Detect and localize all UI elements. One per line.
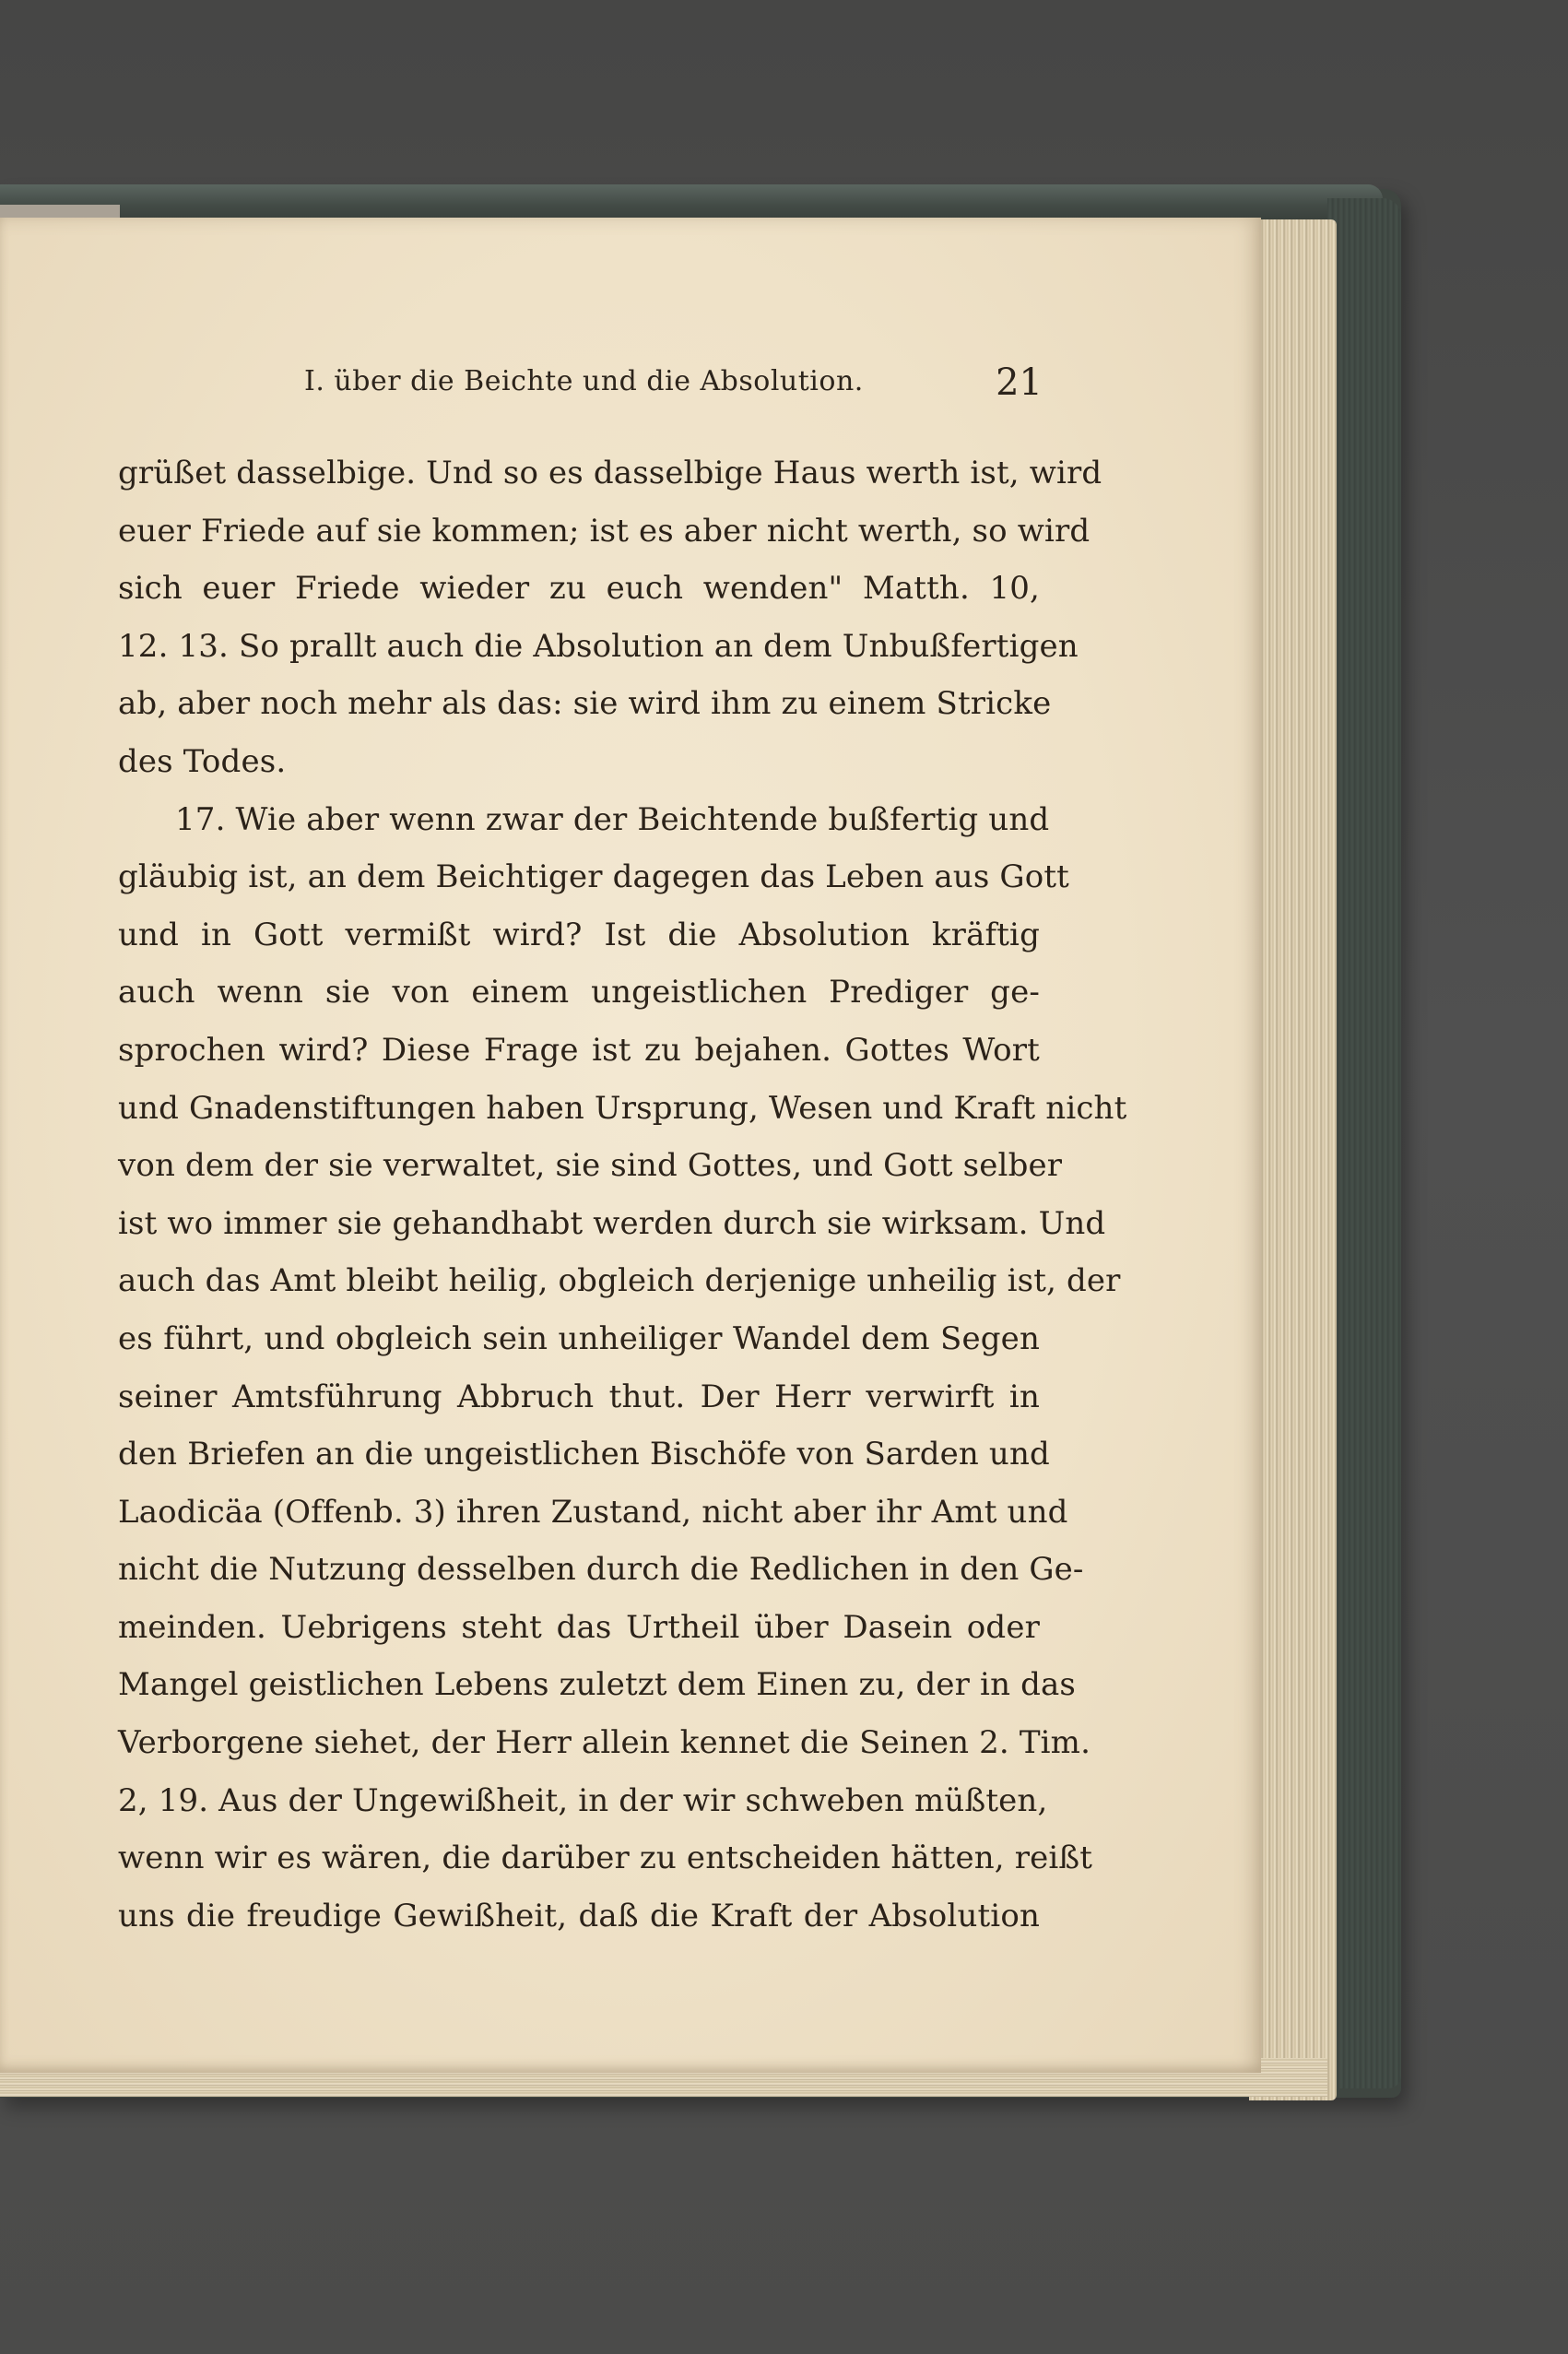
- text-line: grüßet dasselbige. Und so es dasselbige Haus werth ist, wird: [118, 455, 1102, 491]
- text-line: wenn wir es wären, die darüber zu entscheiden hätten, reißt: [118, 1839, 1093, 1877]
- page-header: [304, 361, 1042, 417]
- text-line: auch wenn sie von einem ungeistlichen Prediger ge-: [118, 974, 1040, 1011]
- text-line: sprochen wird? Diese Frage ist zu bejahen. Gottes Wort: [118, 1031, 1040, 1069]
- page-number: 21: [996, 361, 1043, 404]
- text-line: ist wo immer sie gehandhabt werden durch sie wirksam. Und: [118, 1204, 1106, 1242]
- text-line: und Gnadenstiftungen haben Ursprung, Wesen und Kraft nicht: [118, 1089, 1127, 1127]
- text-line: gläubig ist, an dem Beichtiger dagegen das Leben aus Gott: [118, 858, 1069, 896]
- text-line: Mangel geistlichen Lebens zuletzt dem Einen zu, der in das: [118, 1666, 1077, 1704]
- text-line: uns die freudige Gewißheit, daß die Kraft der Absolution: [118, 1897, 1040, 1934]
- page-edges: [1249, 219, 1337, 2100]
- book-cover-top-edge: [0, 184, 1383, 219]
- text-line: 12. 13. So prallt auch die Absolution an dem Unbußfertigen: [118, 627, 1079, 665]
- text-line: es führt, und obgleich sein unheiliger Wandel dem Segen: [118, 1319, 1040, 1357]
- text-line: von dem der sie verwaltet, sie sind Gottes, und Gott selber: [118, 1147, 1063, 1185]
- paragraph-start-line: 17. Wie aber wenn zwar der Beichtende bußfertig und: [175, 800, 1050, 838]
- text-line: auch das Amt bleibt heilig, obgleich derjenige unheilig ist, der: [118, 1262, 1121, 1300]
- text-line: des Todes.: [118, 742, 287, 780]
- text-line: den Briefen an die ungeistlichen Bischöfe von Sarden und: [118, 1436, 1050, 1473]
- text-line: seiner Amtsführung Abbruch thut. Der Herr verwirft in: [118, 1378, 1040, 1415]
- running-head: I. über die Beichte und die Absolution.: [304, 365, 864, 397]
- text-line: sich euer Friede wieder zu euch wenden" Matth. 10,: [118, 570, 1040, 608]
- text-line: 2, 19. Aus der Ungewißheit, in der wir schweben müßten,: [118, 1781, 1048, 1819]
- text-line: ab, aber noch mehr als das: sie wird ihm zu einem Stricke: [118, 685, 1052, 723]
- body-text: [118, 444, 1127, 1945]
- text-line: meinden. Uebrigens steht das Urtheil über Dasein oder: [118, 1608, 1040, 1646]
- book-cover-right-edge: [1327, 198, 1401, 2088]
- text-line: Verborgene siehet, der Herr allein kennet die Seinen 2. Tim.: [118, 1724, 1091, 1762]
- text-line: Laodicäa (Offenb. 3) ihren Zustand, nicht aber ihr Amt und: [118, 1493, 1068, 1531]
- text-line: und in Gott vermißt wird? Ist die Absolution kräftig: [118, 916, 1040, 953]
- text-line: nicht die Nutzung desselben durch die Redlichen in den Ge-: [118, 1551, 1084, 1589]
- text-line: euer Friede auf sie kommen; ist es aber nicht werth, so wird: [118, 512, 1091, 550]
